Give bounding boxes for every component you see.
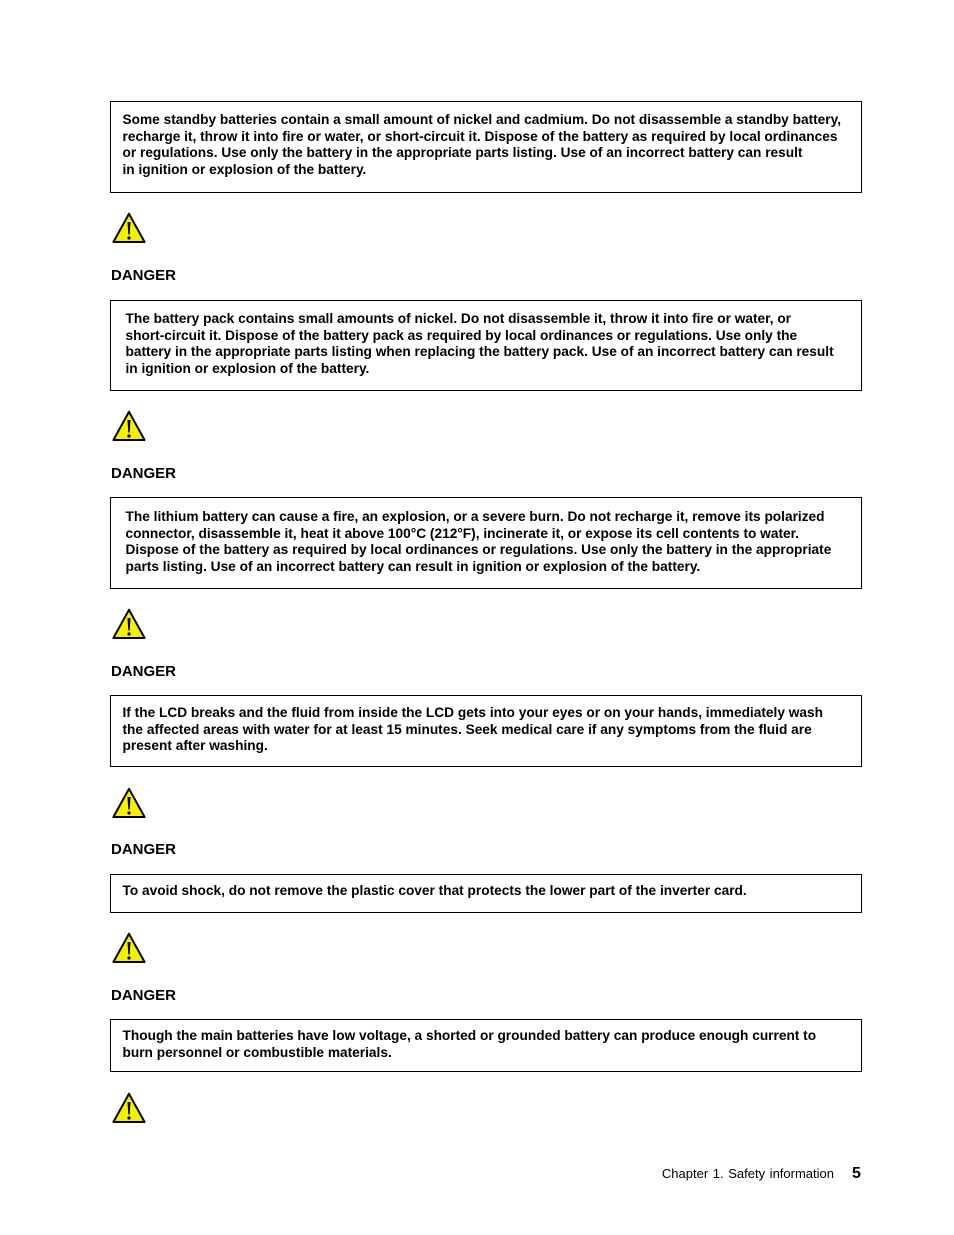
danger-label: DANGER xyxy=(111,663,177,680)
warning-triangle-icon xyxy=(112,410,146,442)
page-number: 5 xyxy=(852,1165,861,1182)
notice-box xyxy=(110,695,862,767)
notice-box xyxy=(110,300,862,391)
notice-text-line: The battery pack contains small amounts of nickel. Do not disassemble it, throw it into fire or water, or xyxy=(125,311,792,326)
notice-text-line: If the LCD breaks and the fluid from inside the LCD gets into your eyes or on your hands, immediately wash xyxy=(122,705,823,720)
notice-box xyxy=(110,497,862,589)
danger-label: DANGER xyxy=(111,465,177,482)
notice-text-line: parts listing. Use of an incorrect battery can result in ignition or explosion of the battery. xyxy=(125,559,701,575)
exclamation-dot xyxy=(127,811,130,814)
notice-text-line: Dispose of the battery as required by local ordinances or regulations. Use only the battery in the appropriate xyxy=(125,542,832,558)
notice-text-line: recharge it, throw it into fire or water, or short-circuit it. Dispose of the battery as required by local ordinances xyxy=(122,128,838,144)
exclamation-dot xyxy=(127,956,130,959)
notice-text-line: Though the main batteries have low voltage, a shorted or grounded battery can produce enough current to xyxy=(122,1028,817,1043)
warning-triangle-icon xyxy=(112,608,146,640)
exclamation-dot xyxy=(127,236,130,239)
notice-text-line: The lithium battery can cause a fire, an explosion, or a severe burn. Do not recharge it, remove its polarized xyxy=(125,509,825,524)
notice-text-line: battery in the appropriate parts listing when replacing the battery pack. Use of an incorrect battery can result xyxy=(125,344,834,360)
warning-triangle-icon xyxy=(112,1092,146,1124)
footer-chapter-title: Chapter 1. Safety information xyxy=(661,1166,834,1181)
danger-label: DANGER xyxy=(111,267,177,284)
exclamation-dot xyxy=(127,632,130,635)
danger-label: DANGER xyxy=(111,841,177,858)
notice-box xyxy=(110,874,862,913)
notice-box xyxy=(110,101,862,193)
warning-triangle-icon xyxy=(112,212,146,244)
notice-text-line: the affected areas with water for at least 15 minutes. Seek medical care if any symptoms from the fluid are xyxy=(122,721,812,737)
notice-text-line: connector, disassemble it, heat it above 100°C (212°F), incinerate it, or expose its cell contents to water. xyxy=(125,525,799,541)
danger-label: DANGER xyxy=(111,987,177,1004)
notice-text-line: or regulations. Use only the battery in the appropriate parts listing. Use of an incorrect battery can result xyxy=(122,145,803,161)
exclamation-dot xyxy=(127,1116,130,1119)
warning-triangle-icon xyxy=(112,787,146,819)
warning-triangle-icon xyxy=(112,932,146,964)
notice-text-line: present after washing. xyxy=(122,738,268,754)
notice-text-line: To avoid shock, do not remove the plastic cover that protects the lower part of the inverter card. xyxy=(122,883,747,898)
notice-text-line: burn personnel or combustible materials. xyxy=(122,1044,392,1060)
notice-text-line: in ignition or explosion of the battery. xyxy=(122,162,367,178)
notice-text-line: in ignition or explosion of the battery. xyxy=(125,361,370,377)
notice-text-line: Some standby batteries contain a small amount of nickel and cadmium. Do not disassemble a standby battery, xyxy=(122,112,842,127)
notice-text-line: short-circuit it. Dispose of the battery pack as required by local ordinances or regulations. Use only the xyxy=(125,327,798,343)
notice-box xyxy=(110,1019,862,1072)
exclamation-dot xyxy=(127,434,130,437)
